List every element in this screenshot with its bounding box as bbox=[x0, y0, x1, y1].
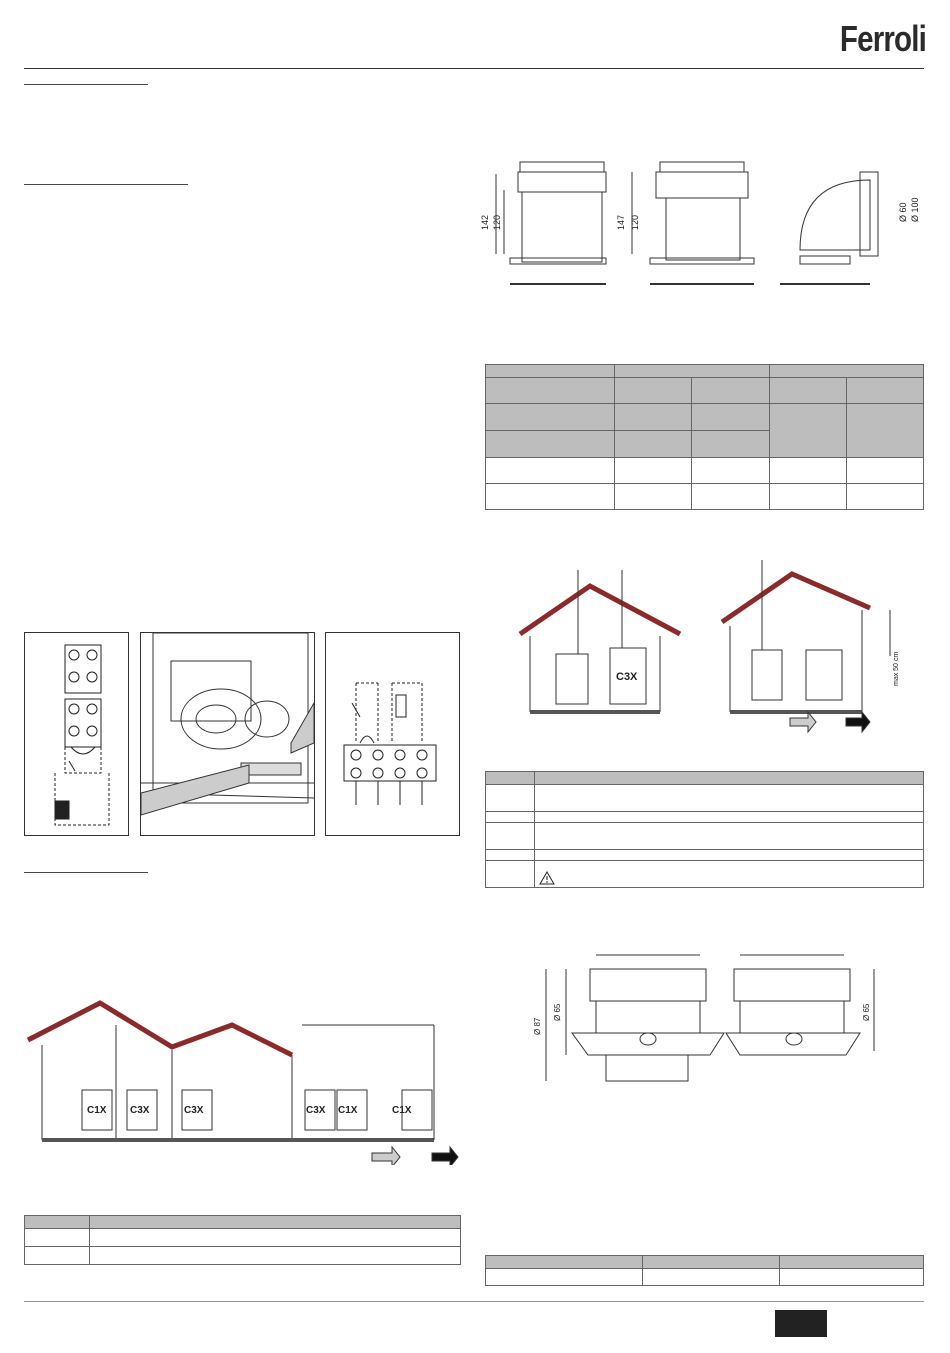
section-rule bbox=[24, 84, 148, 85]
roof-label: C3X bbox=[616, 671, 638, 683]
section-rule bbox=[24, 184, 188, 185]
brand-logo: Ferroli bbox=[839, 18, 926, 59]
dim-60: Ø 60 bbox=[898, 202, 908, 222]
max-label: max 50 cm bbox=[893, 651, 900, 686]
flue-configurations-figure bbox=[22, 995, 462, 1165]
dim-87: Ø 87 bbox=[533, 1017, 542, 1035]
flue-label: C3X bbox=[306, 1105, 326, 1116]
section-rule bbox=[24, 872, 148, 873]
footer-rule bbox=[24, 1301, 924, 1302]
flue-label: C3X bbox=[184, 1105, 204, 1116]
terminal-block-figure bbox=[24, 632, 129, 836]
length-table bbox=[485, 364, 924, 510]
flue-label: C1X bbox=[338, 1105, 358, 1116]
thermostat-wiring-figure bbox=[325, 632, 460, 836]
flue-label: C1X bbox=[87, 1105, 107, 1116]
dim-65b: Ø 65 bbox=[862, 1003, 871, 1021]
dim-65a: Ø 65 bbox=[553, 1003, 562, 1021]
terminal-table bbox=[485, 1255, 924, 1286]
boiler-wiring-figure bbox=[140, 632, 315, 836]
adapter-drawings bbox=[480, 150, 930, 295]
terminal-drawings bbox=[530, 945, 890, 1090]
page-number-box bbox=[775, 1310, 827, 1337]
flue-notes-table bbox=[485, 771, 924, 888]
flue-type-table bbox=[24, 1215, 461, 1265]
dim-120b: 120 bbox=[630, 214, 640, 230]
warning-icon bbox=[539, 871, 555, 885]
dim-147: 147 bbox=[616, 214, 626, 230]
dim-100: Ø 100 bbox=[910, 197, 920, 222]
dim-120: 120 bbox=[492, 214, 502, 230]
flue-label: C1X bbox=[392, 1105, 412, 1116]
flue-label: C3X bbox=[130, 1105, 150, 1116]
roof-drawings bbox=[500, 546, 920, 736]
dim-142: 142 bbox=[480, 214, 490, 230]
header-rule bbox=[24, 68, 924, 69]
